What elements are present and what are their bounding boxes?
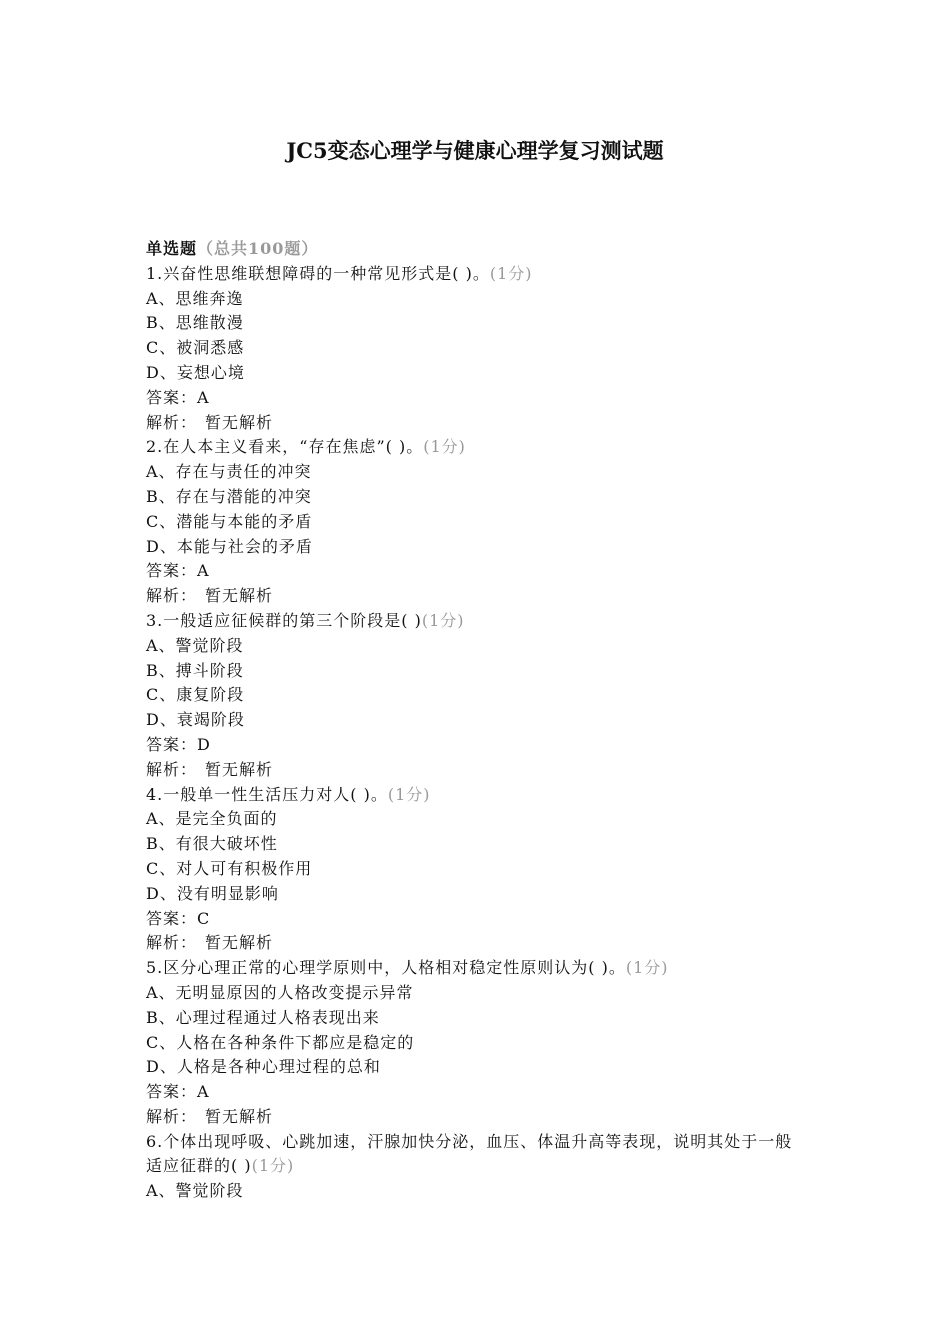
analysis-text: 暂无解析 <box>205 412 274 432</box>
question-block <box>146 609 826 783</box>
option-c: C、被洞悉感 <box>146 338 245 358</box>
answer-value: C <box>197 908 211 928</box>
answer-line <box>146 907 826 932</box>
option-d: D、衰竭阶段 <box>146 710 245 730</box>
option-a: A、警觉阶段 <box>146 635 244 655</box>
analysis-label: 解析： <box>146 1106 198 1126</box>
question-text: 6.个体出现呼吸、心跳加速，汗腺加快分泌，血压、体温升高等表现，说明其处于一般适应征群的( ) <box>146 1131 793 1176</box>
answer-label: 答案： <box>146 734 198 754</box>
analysis-text: 暂无解析 <box>205 1106 274 1126</box>
answer-label: 答案： <box>146 561 198 581</box>
question-block <box>146 783 826 957</box>
analysis-line <box>146 1105 826 1130</box>
answer-label: 答案： <box>146 1082 198 1102</box>
question-text: 4.一般单一性生活压力对人( )。 <box>146 784 388 804</box>
option-c: C、对人可有积极作用 <box>146 858 313 878</box>
answer-line <box>146 559 826 584</box>
question-stem <box>146 435 826 460</box>
analysis-label: 解析： <box>146 586 198 606</box>
question-score: (1分) <box>251 1156 295 1176</box>
question-stem <box>146 609 826 634</box>
question-text: 5.区分心理正常的心理学原则中，人格相对稳定性原则认为( )。 <box>146 958 626 978</box>
question-stem <box>146 783 826 808</box>
option-d: D、本能与社会的矛盾 <box>146 536 313 556</box>
option-c: C、康复阶段 <box>146 685 245 705</box>
analysis-text: 暂无解析 <box>205 586 274 606</box>
question-text: 2.在人本主义看来，“存在焦虑”( )。 <box>146 437 424 457</box>
question-stem <box>146 262 826 287</box>
question-text: 1.兴奋性思维联想障碍的一种常见形式是( )。 <box>146 263 490 283</box>
option-c: C、潜能与本能的矛盾 <box>146 511 313 531</box>
option-a: A、思维奔逸 <box>146 288 244 308</box>
page-title: JC5变态心理学与健康心理学复习测试题 <box>286 138 664 163</box>
option-a: A、无明显原因的人格改变提示异常 <box>146 982 414 1002</box>
option-b: B、有很大破坏性 <box>146 834 278 854</box>
answer-value: A <box>197 561 210 581</box>
question-stem <box>146 1130 806 1180</box>
question-score: (1分) <box>489 263 533 283</box>
answer-value: A <box>197 387 210 407</box>
analysis-line <box>146 931 826 956</box>
option-b: B、思维散漫 <box>146 313 244 333</box>
question-block <box>146 956 826 1130</box>
question-block <box>146 435 826 609</box>
answer-label: 答案： <box>146 908 198 928</box>
section-count: （总共100题） <box>197 239 319 258</box>
answer-value: D <box>197 734 211 754</box>
analysis-label: 解析： <box>146 933 198 953</box>
section-title: 单选题 <box>146 239 198 258</box>
option-d: D、妄想心境 <box>146 362 245 382</box>
question-list <box>146 237 826 1204</box>
question-score: (1分) <box>421 610 465 630</box>
question-score: (1分) <box>423 437 466 457</box>
answer-line <box>146 733 826 758</box>
question-score: (1分) <box>387 784 431 804</box>
option-a: A、存在与责任的冲突 <box>146 462 312 482</box>
analysis-label: 解析： <box>146 759 198 779</box>
option-a: A、是完全负面的 <box>146 809 278 829</box>
answer-label: 答案： <box>146 387 198 407</box>
option-a: A、警觉阶段 <box>146 1181 244 1201</box>
option-b: B、搏斗阶段 <box>146 660 244 680</box>
section-header <box>146 237 826 262</box>
option-c: C、人格在各种条件下都应是稳定的 <box>146 1032 415 1052</box>
question-stem <box>146 956 826 981</box>
analysis-text: 暂无解析 <box>205 759 274 779</box>
analysis-line <box>146 758 826 783</box>
question-block <box>146 262 826 436</box>
option-d: D、人格是各种心理过程的总和 <box>146 1057 381 1077</box>
answer-line <box>146 1080 826 1105</box>
answer-value: A <box>197 1082 210 1102</box>
analysis-line <box>146 411 826 436</box>
analysis-text: 暂无解析 <box>205 933 274 953</box>
option-b: B、存在与潜能的冲突 <box>146 486 312 506</box>
question-block <box>146 1130 826 1204</box>
answer-line <box>146 386 826 411</box>
question-score: (1分) <box>625 958 669 978</box>
analysis-line <box>146 584 826 609</box>
option-b: B、心理过程通过人格表现出来 <box>146 1007 380 1027</box>
question-text: 3.一般适应征候群的第三个阶段是( ) <box>146 610 422 630</box>
analysis-label: 解析： <box>146 412 198 432</box>
option-d: D、没有明显影响 <box>146 883 279 903</box>
